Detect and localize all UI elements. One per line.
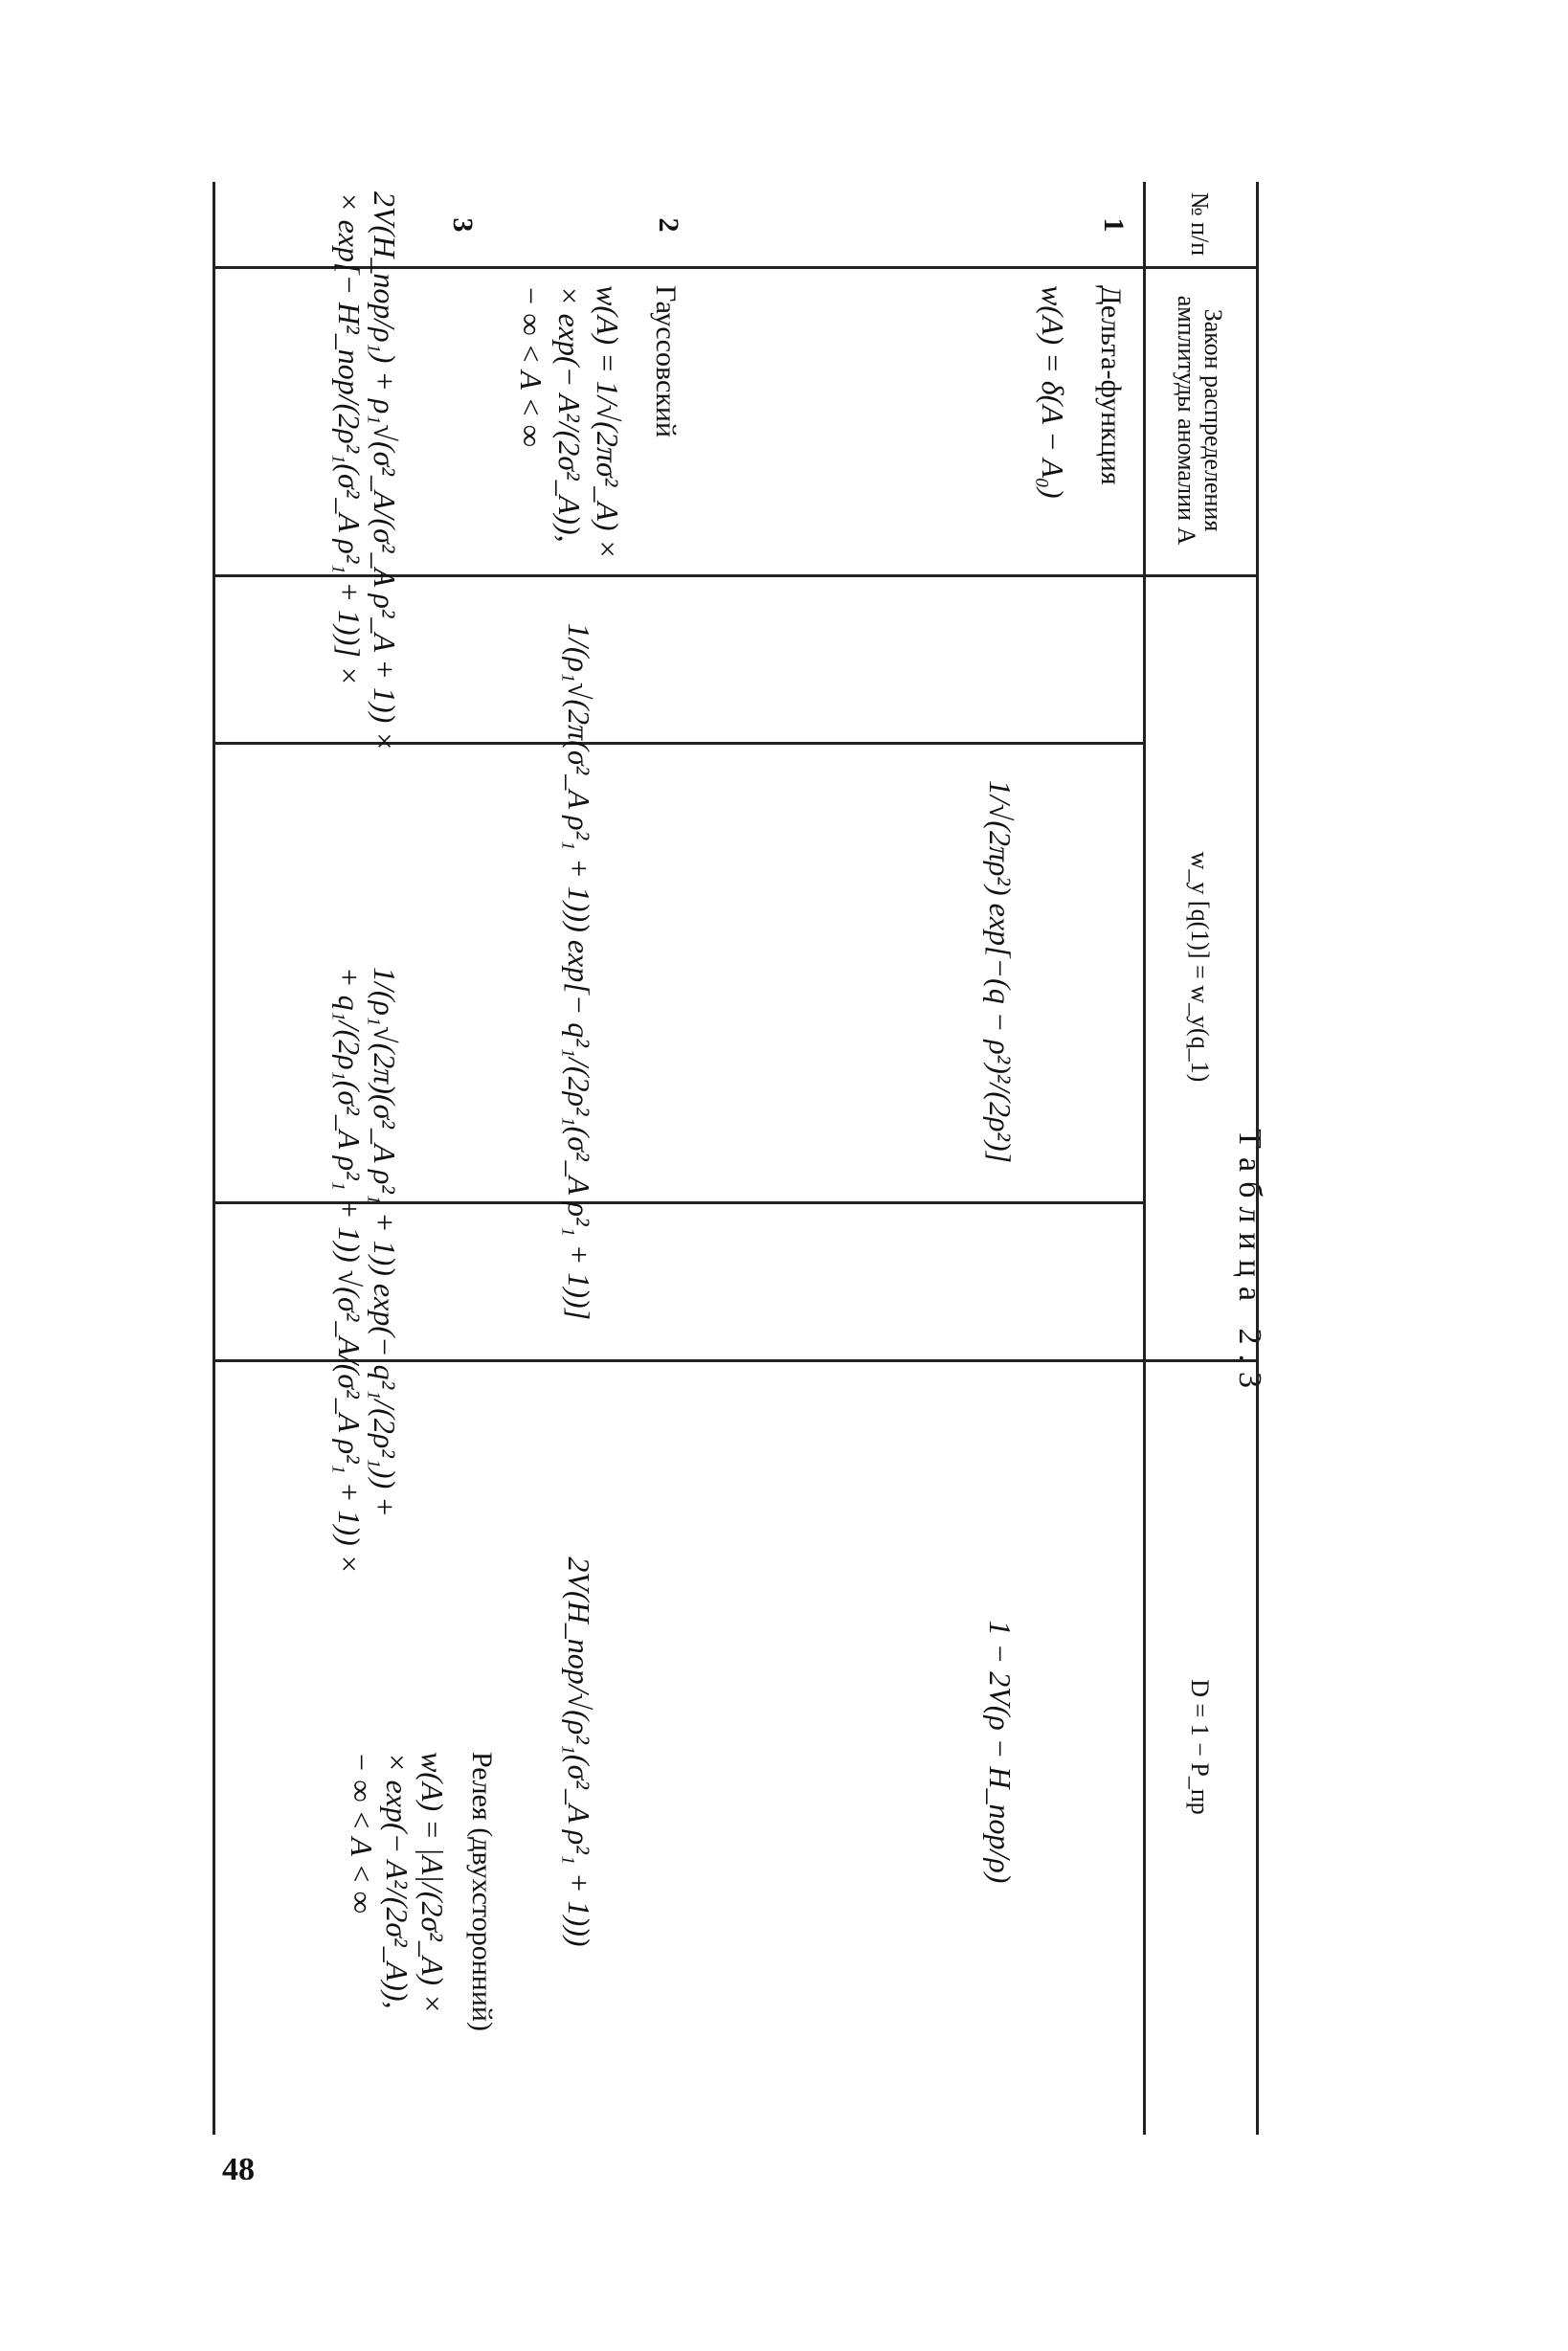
row-1-num: 1 bbox=[1098, 217, 1130, 233]
row-3-detection bbox=[331, 191, 402, 938]
row-3-law-formula-block bbox=[344, 1752, 450, 2039]
page-number: 48 bbox=[222, 2152, 255, 2187]
row-3-law bbox=[465, 1752, 498, 2039]
row-3-density-formula: 1/(ρ₁√(2π)(σ²_A ρ²₁ + 1)) exp(− q²₁/(2ρ²₁)) + + q₁/(2ρ₁(σ²_A ρ²₁ + 1)) √(σ²_A/(σ²_A ρ²₁ + 1)) × bbox=[332, 967, 402, 1575]
row-2-detection-formula: 2V(H_пор/√(ρ²₁(σ²_A ρ²₁ + 1))) bbox=[562, 1556, 596, 1947]
row-3-rotated bbox=[373, 182, 890, 2135]
table-caption: Таблица 2.3 bbox=[1232, 1129, 1267, 1398]
row-2-num: 2 bbox=[653, 217, 684, 233]
row-3-density bbox=[331, 967, 402, 1733]
row-1-law-formula: w(A) = δ(A − A₀) bbox=[1036, 285, 1070, 499]
row-1-detection-formula: 1 − 2V(ρ − H_пор/ρ) bbox=[983, 1620, 1018, 1884]
header-law: Закон распределения амплитуды аномалии A bbox=[1173, 295, 1228, 546]
row-3-num: 3 bbox=[447, 217, 479, 233]
row-2-density-formula: 1/(ρ₁√(2π(σ²_A ρ²₁ + 1))) exp[− q²₁/(2ρ²₁(σ²_A ρ²₁ + 1))] bbox=[562, 622, 596, 1321]
header-num: № п/п bbox=[1186, 191, 1215, 257]
row-3-law-name: Релея (двухсторонний) bbox=[466, 1752, 498, 2031]
header-density: w_y [q(1)] = w_y(q_1) bbox=[1186, 851, 1215, 1083]
row-3-law-formula: w(A) = |A|/(2σ²_A) × × exp(− A²/(2σ²_A)), − ∞ < A < ∞ bbox=[345, 1752, 450, 2014]
row-2-law-formula: w(A) = 1/√(2πσ²_A) × × exp(− A²/(2σ²_A)), − ∞ < A < ∞ bbox=[514, 285, 625, 560]
row-3-detection-formula: 2V(H_пор/ρ₁) + ρ₁√(σ²_A/(σ²_A ρ²_A + 1)) × × exp[− H²_пор/(2ρ²₁(σ²_A ρ²₁ + 1))] × bbox=[332, 191, 402, 751]
row-1-density-formula: 1/√(2πρ²) exp[−(q − ρ²)²/(2ρ²)] bbox=[983, 779, 1018, 1164]
row-2-law-name: Гауссовский bbox=[650, 285, 682, 438]
header-detection: D = 1 − P_пр bbox=[1186, 1679, 1215, 1815]
row-1-law-name: Дельта-функция bbox=[1095, 285, 1127, 485]
